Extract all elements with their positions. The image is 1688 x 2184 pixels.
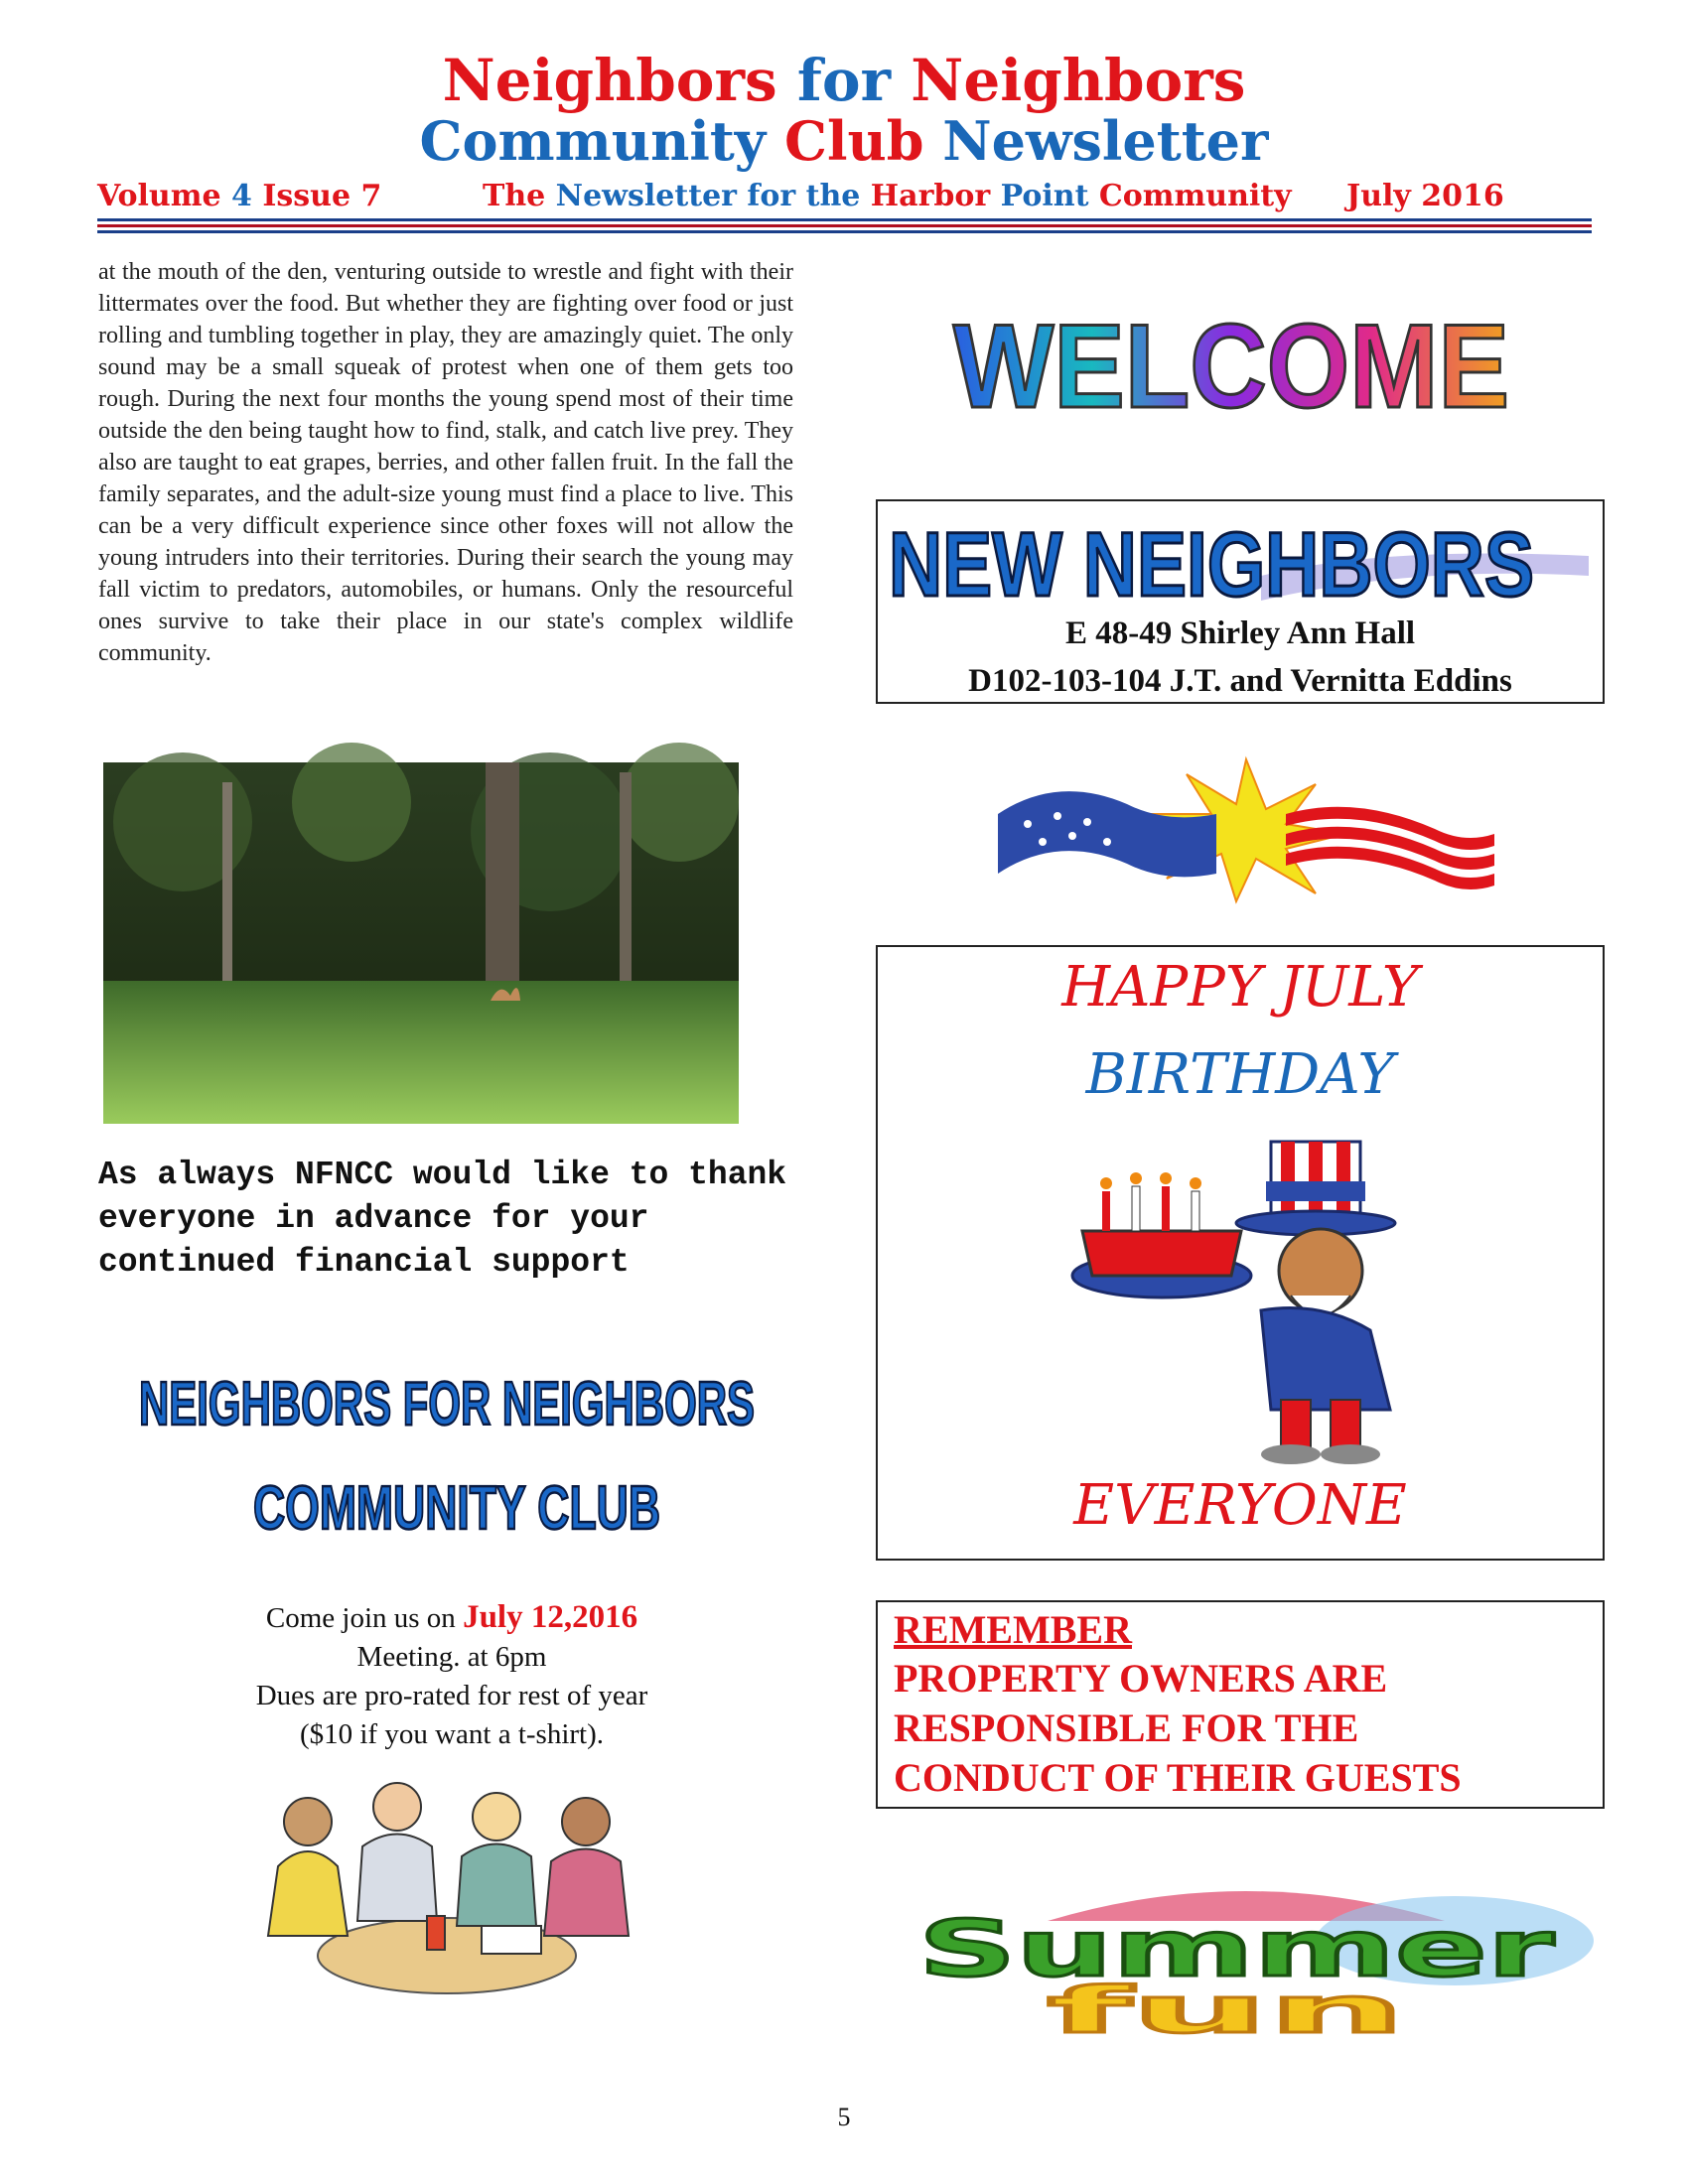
uncle-sam-cake-illustration — [1043, 1132, 1440, 1469]
club-logo-line1: NEIGHBORS FOR NEIGHBORS — [139, 1370, 755, 1438]
fun-word: fun — [1048, 1975, 1405, 2048]
masthead-word: Neighbors — [442, 47, 797, 114]
meeting-lead: Come join us on — [265, 1602, 464, 1634]
volume-number: 4 — [220, 179, 252, 213]
new-neighbors-title: NEW NEIGHBORS — [889, 514, 1534, 615]
remember-title: REMEMBER — [894, 1607, 1132, 1652]
fox-photo — [103, 762, 739, 1124]
summer-fun-art — [899, 1881, 1594, 2048]
welcome-text: WELCOME — [953, 300, 1509, 433]
remember-line: RESPONSIBLE FOR THE — [894, 1706, 1359, 1750]
fox-article-text: at the mouth of the den, venturing outside to wrestle and fight with their littermates over the food. But whether they are fighting over food or just rolling and tumbling together in play, they are amazingly quiet. The only sound may be a small squeak of protest when one of them gets too rough. During the next four months the young spend most of their time outside the den being taught how to find, stalk, and catch live prey. They also are taught to eat grapes, berries, and other fallen fruit. In the fall the family separates, and the adult-size young must find a place to live. This can be a very difficult experience since other foxes will not allow the young intruders into their territories. During their search the young may fall victim to predators, automobiles, or humans. Only the resourceful ones survive to take their place in our state's complex wildlife community. — [98, 259, 793, 666]
issue-date: July 2016 — [1346, 179, 1504, 213]
new-neighbor-entry: D102-103-104 J.T. and Vernitta Eddins — [968, 663, 1512, 699]
meeting-line: Meeting. at 6pm — [356, 1641, 547, 1673]
masthead-word: Neighbors — [911, 47, 1246, 114]
summer-word: Summer — [918, 1905, 1555, 1994]
header-rule — [97, 224, 1592, 227]
masthead-word: Newsletter — [942, 109, 1269, 173]
club-logo-line2: COMMUNITY CLUB — [253, 1474, 660, 1543]
volume-issue — [97, 177, 381, 216]
header-rule — [97, 230, 1592, 233]
meeting-people-illustration — [248, 1767, 645, 2005]
meeting-line: ($10 if you want a t-shirt). — [299, 1718, 605, 1750]
newsletter-tagline — [483, 177, 1292, 216]
meeting-line: Dues are pro-rated for rest of year — [255, 1680, 648, 1711]
tagline-word: Point — [1000, 179, 1099, 213]
header-rule — [97, 218, 1592, 221]
issue-label: Issue 7 — [251, 179, 382, 213]
remember-line: PROPERTY OWNERS ARE — [894, 1656, 1388, 1701]
tagline-word: Harbor — [870, 179, 1001, 213]
birthday-line: HAPPY JULY — [1061, 955, 1419, 1020]
masthead-subtitle — [0, 109, 1688, 173]
issue-line — [97, 177, 1507, 216]
masthead-title — [0, 48, 1688, 113]
meeting-date: July 12,2016 — [463, 1599, 638, 1635]
meeting-line — [189, 1598, 715, 1638]
new-neighbors-title-art — [884, 506, 1599, 615]
meeting-info — [189, 1598, 715, 1754]
tagline-word: Community — [1098, 179, 1292, 213]
birthday-line: EVERYONE — [1073, 1473, 1407, 1538]
new-neighbor-entry: E 48-49 Shirley Ann Hall — [1064, 615, 1416, 651]
tagline-word: The — [483, 179, 556, 213]
tagline-word: Newsletter for the — [555, 179, 871, 213]
club-logo — [129, 1330, 765, 1559]
flag-fireworks-illustration — [988, 754, 1504, 903]
masthead-word: for — [796, 47, 912, 114]
thanks-message: As always NFNCC would like to thank everyone in advance for your continued financial support — [98, 1157, 787, 1281]
masthead-word: Community — [419, 109, 784, 173]
remember-line: CONDUCT OF THEIR GUESTS — [894, 1755, 1462, 1800]
birthday-line: BIRTHDAY — [1085, 1042, 1395, 1107]
masthead-word: Club — [783, 109, 943, 173]
welcome-word-art — [943, 273, 1519, 472]
page-number: 5 — [837, 2103, 851, 2131]
volume-label: Volume — [97, 179, 221, 213]
